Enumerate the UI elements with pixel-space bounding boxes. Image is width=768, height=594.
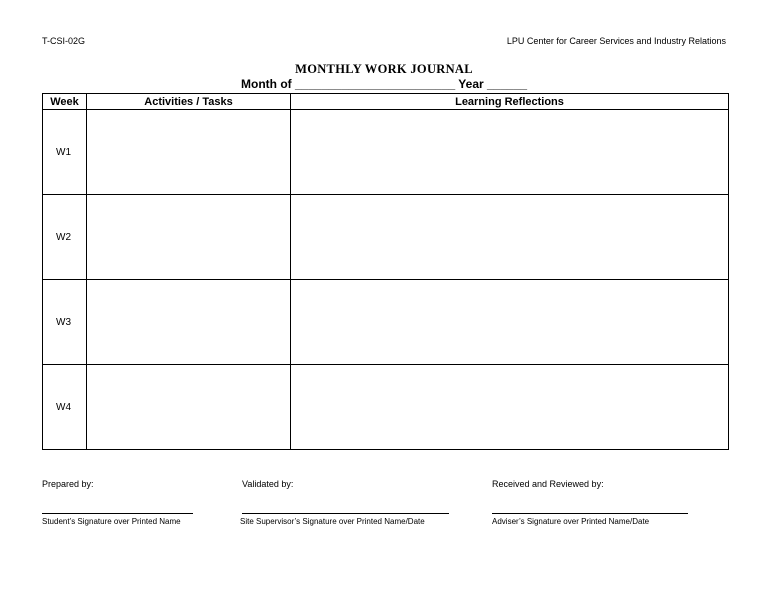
adviser-signature-line[interactable] xyxy=(492,513,688,514)
supervisor-signature-caption: Site Supervisor’s Signature over Printed Name/Date xyxy=(240,517,425,526)
student-signature-line[interactable] xyxy=(42,513,193,514)
adviser-signature-caption: Adviser’s Signature over Printed Name/Date xyxy=(492,517,650,526)
table-header-row xyxy=(43,94,729,110)
activities-cell[interactable] xyxy=(87,365,291,450)
table-row xyxy=(43,195,729,280)
activities-cell[interactable] xyxy=(87,280,291,365)
month-field[interactable]: ________________________ xyxy=(295,77,456,91)
activities-column-header: Activities / Tasks xyxy=(87,94,291,110)
period-line xyxy=(241,77,527,91)
year-field[interactable]: ______ xyxy=(487,77,528,91)
table-row xyxy=(43,280,729,365)
week-label: W1 xyxy=(43,110,87,195)
activities-cell[interactable] xyxy=(87,195,291,280)
received-by-label: Received and Reviewed by: xyxy=(492,479,604,489)
student-signature-caption: Student’s Signature over Printed Name xyxy=(42,517,181,526)
reflections-column-header: Learning Reflections xyxy=(291,94,729,110)
reflections-cell[interactable] xyxy=(291,365,729,450)
week-column-header: Week xyxy=(43,94,87,110)
month-label: Month of xyxy=(241,77,292,91)
journal-table xyxy=(42,93,729,450)
activities-cell[interactable] xyxy=(87,110,291,195)
reflections-cell[interactable] xyxy=(291,110,729,195)
table-row xyxy=(43,365,729,450)
prepared-by-label: Prepared by: xyxy=(42,479,94,489)
reflections-cell[interactable] xyxy=(291,195,729,280)
week-label: W4 xyxy=(43,365,87,450)
validated-by-label: Validated by: xyxy=(242,479,294,489)
supervisor-signature-line[interactable] xyxy=(242,513,449,514)
table-row xyxy=(43,110,729,195)
office-name: LPU Center for Career Services and Industry Relations xyxy=(506,36,726,46)
year-label: Year xyxy=(458,77,484,91)
form-code: T-CSI-02G xyxy=(42,36,86,46)
week-label: W2 xyxy=(43,195,87,280)
week-label: W3 xyxy=(43,280,87,365)
document-title: MONTHLY WORK JOURNAL xyxy=(295,62,473,76)
reflections-cell[interactable] xyxy=(291,280,729,365)
